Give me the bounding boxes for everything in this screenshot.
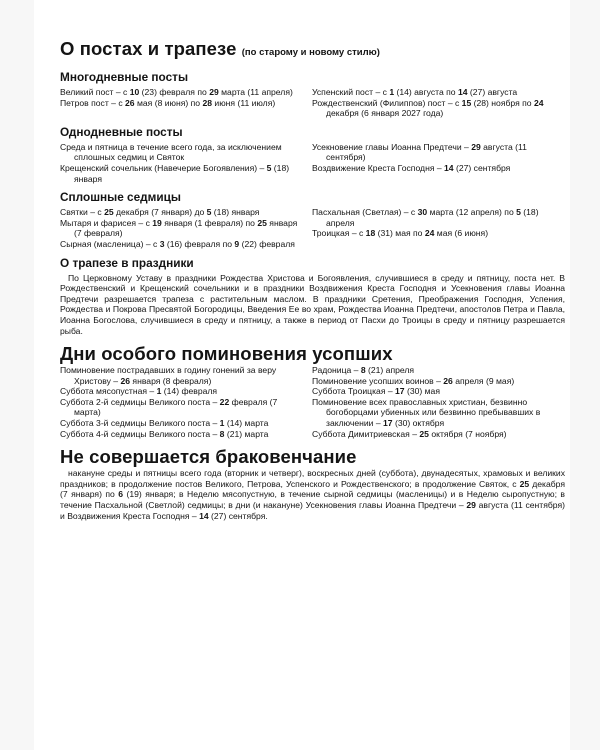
date-number: 24 [424,228,435,239]
date-number: 24 [533,97,544,108]
text-run: Петров пост – с [60,97,126,108]
text-run: (28) ноября по [471,97,534,108]
page-title [60,38,565,64]
text-run: (18) января [211,207,260,218]
date-number: 25 [257,217,267,228]
text-run: Рождественский (Филиппов) пост – с [312,97,462,108]
date-number: 5 [516,207,521,218]
date-number: 25 [519,478,530,489]
date-number: 26 [443,375,453,386]
text-run: (18) апреля [326,207,539,228]
date-number: 29 [466,500,476,511]
heading-continuous-weeks: Сплошные седмицы [60,190,181,205]
list-item [312,207,565,228]
date-number: 10 [129,87,140,97]
text-run: Суббота Димитриевская – [312,428,420,439]
text-run: (21) апреля [365,365,415,376]
one-day-left-column [60,142,298,184]
list-item [312,376,565,387]
text-run: (27) сентября [453,162,511,173]
date-number: 14 [444,162,454,173]
multi-day-fasts-list [60,87,565,119]
text-run: Великий пост – с [60,87,130,97]
text-run: Святки – с [60,207,105,218]
date-number: 26 [120,375,131,386]
commemoration-left-column [60,365,298,439]
text-run: (27) августа [467,87,518,97]
text-run: Суббота 2-й седмицы Великого поста – [60,396,220,407]
list-item [312,98,565,119]
date-number: 15 [461,97,472,108]
text-run: (14) августа по [394,87,458,97]
one-day-fasts-list [60,142,565,184]
text-run: Суббота мясопустная – [60,386,157,397]
list-item [312,163,565,174]
list-item [60,98,298,109]
text-run: (27) сентября. [208,510,268,521]
multi-day-right-column [312,87,565,119]
title-note: (по старому и новому стилю) [241,47,380,58]
text-run: января (8 февраля) [130,375,212,386]
list-item [312,87,565,98]
text-run: декабря (7 января) до [113,207,207,218]
text-run: (14) марта [224,418,269,429]
date-number: 25 [104,207,114,218]
list-item [60,429,298,440]
text-run: Суббота Троицкая – [312,386,396,397]
text-run: (22) февраля [239,238,295,249]
date-number: 5 [206,207,212,218]
date-number: 17 [383,418,393,429]
list-item [60,418,298,429]
text-run: декабря (6 января 2027 года) [326,108,444,119]
text-run: мая (8 июня) по [134,97,203,108]
list-item [60,87,298,98]
list-item [60,397,298,418]
text-run: Мытаря и фарисея – с [60,217,153,228]
date-number: 1 [156,386,162,397]
list-item [60,218,298,239]
text-run: июня (11 июля) [212,97,276,108]
heading-multi-day-fasts: Многодневные посты [60,70,189,84]
text-run: апреля (9 мая) [452,375,515,386]
list-item [60,365,298,386]
heading-commemoration: Дни особого поминовения усопших [60,343,393,365]
date-number: 8 [219,428,225,439]
date-number: 8 [360,365,366,376]
multi-day-left-column [60,87,298,119]
commemoration-list [60,365,565,439]
text-run: февраля (7 марта) [74,396,278,418]
text-run: (31) мая по [375,228,425,239]
date-number: 9 [234,238,240,249]
date-number: 1 [219,418,225,429]
list-item [312,429,565,440]
list-item [312,397,565,429]
text-run: декабря (7 января) по [60,478,566,500]
text-run: Среда и пятница в течение всего года, за исключением сплошных седмиц и Святок [60,141,282,163]
list-item [60,386,298,397]
text-run: Радоница – [312,365,361,376]
commemoration-right-column [312,365,565,439]
date-number: 29 [471,141,481,152]
text-run: Сырная (масленица) – с [60,238,160,249]
text-run: августа (11 сентября) и Воздвижения Креста Господня – [60,500,565,521]
list-item [312,386,565,397]
text-run: (18) января [74,162,290,184]
text-run: Поминовение усопших воинов – [312,375,444,386]
text-run: Поминовение всех православных христиан, безвинно богоборцами убиенных или безвинно пребывавших в заключении – [312,396,541,429]
text-run: (14) февраля [161,386,218,397]
continuous-weeks-list [60,207,565,249]
text-run: (23) февраля по [139,87,210,97]
text-run: Усекновение главы Иоанна Предтечи – [312,141,472,152]
date-number: 30 [417,207,428,218]
list-item [312,142,565,163]
text-run: Троицкая – с [312,228,366,239]
text-run: Крещенский сочельник (Навечерие Богоявления) – [60,162,267,173]
text-run: (16) февраля по [164,238,235,249]
list-item [312,228,565,239]
text-run: мая (6 июня) [434,228,489,239]
heading-one-day-fasts: Однодневные посты [60,124,183,139]
title-text: О постах и трапезе [60,38,237,59]
no-weddings-paragraph [60,468,565,521]
feasts-meal-paragraph: По Церковному Уставу в праздники Рождества Христова и Богоявления, случившиеся в среду и пятницу, поста нет. В Рождественский и Крещенский сочельники и в праздники Воздвижения Креста Господня и Усекновения главы Иоанна Предтечи разрешается трапеза с растительным маслом. В праздники Сретения, Преображения Господня, Успения, Рождества и Покрова Пресвятой Богородицы, Введения Ее во храм, Рождества Иоанна Предтечи, апостолов Петра и Павла, Иоанна Богослова, случившиеся в среду и пятницу, а также в период от Пасхи до Троицы в среду и пятницу разрешается рыба. [60,272,565,336]
text-run: Суббота 3-й седмицы Великого поста – [60,418,220,429]
date-number: 18 [365,228,376,239]
date-number: 1 [389,87,395,97]
date-number: 14 [457,87,468,97]
continuous-left-column [60,207,298,249]
date-number: 3 [159,238,165,249]
text-run: (30) мая [404,386,440,397]
date-number: 26 [125,97,135,108]
list-item [60,239,298,250]
date-number: 19 [152,217,162,228]
date-number: 17 [395,386,405,397]
list-item [312,365,565,376]
text-run: Успенский пост – с [312,87,390,97]
text-run: Пасхальная (Светлая) – с [312,207,418,218]
text-run: (19) января; в Неделю мясопустную, в течение сырной седмицы (масленицы) и в Неделю сыропустную; в течение Пасхальной (Светлой) седмицы; в дни (и накануне) Усекновения главы Иоанна Предтечи – [60,489,565,511]
text-run: (21) марта [224,428,269,439]
text-run: Воздвижение Креста Господня – [312,162,445,173]
date-number: 14 [199,510,209,521]
text-run: октября (7 ноября) [428,428,507,439]
heading-no-weddings: Не совершается браковенчание [60,446,357,468]
text-run: накануне среды и пятницы всего года (вторник и четверг), воскресных дней (суббота), двунадесятых, храмовых и великих праздников; в продолжение постов Великого, Петрова, Успенского и Рождественского; в продолжение Святок, с [60,468,565,489]
text-run: января (7 февраля) [74,217,298,239]
date-number: 6 [118,489,124,500]
text-run: Поминовение пострадавших в годину гонений за веру Христову – [60,365,277,386]
text-run: января (1 февраля) по [161,217,258,228]
date-number: 28 [202,97,213,108]
date-number: 22 [219,396,230,407]
one-day-right-column [312,142,565,184]
date-number: 29 [209,87,219,97]
date-number: 5 [266,162,272,173]
continuous-right-column [312,207,565,249]
date-number: 25 [419,428,429,439]
heading-feasts-meal: О трапезе в праздники [60,255,194,270]
text-run: марта (11 апреля) [218,87,293,97]
text-run: августа (11 сентября) [326,141,527,163]
text-run: марта (12 апреля) по [427,207,517,218]
text-run: Суббота 4-й седмицы Великого поста – [60,428,220,439]
list-item [60,207,298,218]
list-item [60,163,298,184]
list-item [60,142,298,163]
document-content [60,38,565,521]
text-run: (30) октября [392,418,445,429]
